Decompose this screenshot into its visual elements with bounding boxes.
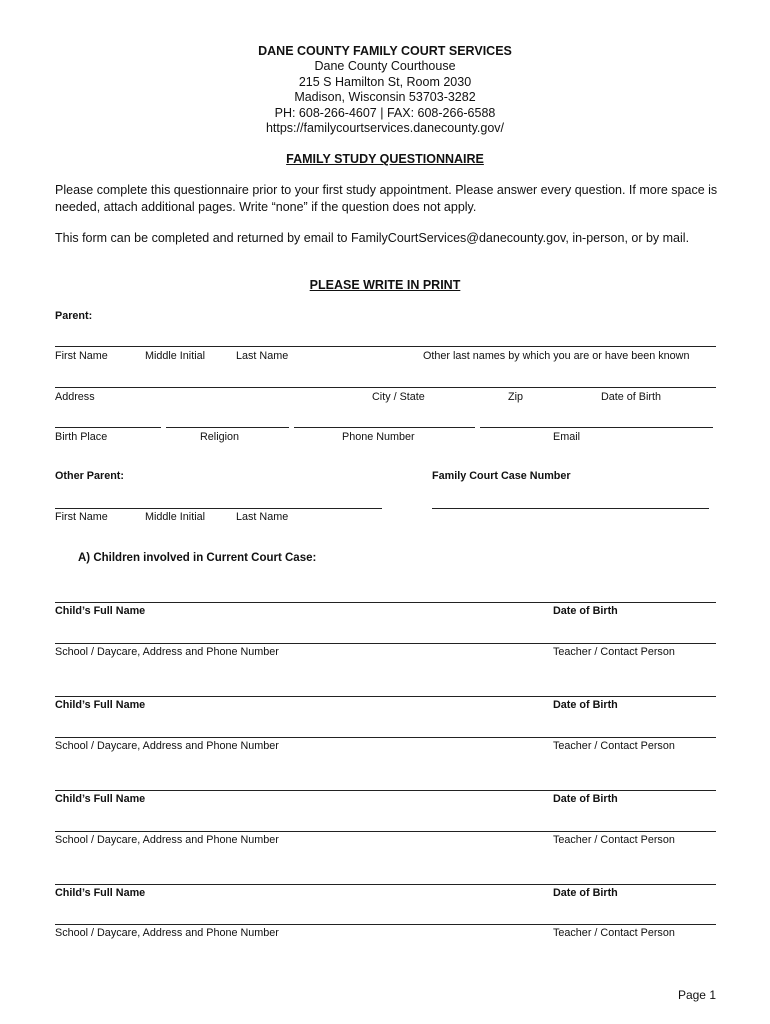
print-note: PLEASE WRITE IN PRINT <box>309 278 461 292</box>
agency-city: Madison, Wisconsin 53703-3282 <box>294 90 476 105</box>
parent-heading: Parent: <box>55 310 93 322</box>
child-3-school-label: School / Daycare, Address and Phone Number <box>55 834 279 846</box>
page-number: Page 1 <box>677 988 716 1002</box>
child-2-teacher-label: Teacher / Contact Person <box>553 740 675 752</box>
other-parent-last-name-label: Last Name <box>236 511 289 523</box>
child-1-dob-label: Date of Birth <box>553 605 618 617</box>
parent-first-name-label: First Name <box>55 350 108 362</box>
birth-place-label: Birth Place <box>55 431 108 443</box>
child-4-name-label: Child’s Full Name <box>55 887 146 899</box>
parent-zip-label: Zip <box>508 391 523 403</box>
agency-building: Dane County Courthouse <box>314 59 456 74</box>
child-1-school-label: School / Daycare, Address and Phone Number <box>55 646 279 658</box>
child-2-school-label: School / Daycare, Address and Phone Number <box>55 740 279 752</box>
email-note: This form can be completed and returned by email to FamilyCourtServices@danecounty.gov, in-person, or by mail. <box>55 231 690 245</box>
child-4-teacher-label: Teacher / Contact Person <box>553 927 675 939</box>
child-1-teacher-label: Teacher / Contact Person <box>553 646 675 658</box>
children-section-heading: A) Children involved in Current Court Case: <box>78 552 317 564</box>
parent-name-line[interactable] <box>55 346 716 347</box>
parent-other-names-label: Other last names by which you are or have been known <box>423 350 690 362</box>
email-line[interactable] <box>480 427 713 428</box>
agency-phone: PH: 608-266-4607 | FAX: 608-266-6588 <box>274 105 496 120</box>
other-parent-middle-initial-label: Middle Initial <box>145 511 206 523</box>
phone-label: Phone Number <box>342 431 415 443</box>
case-number-heading: Family Court Case Number <box>432 470 571 482</box>
other-parent-heading: Other Parent: <box>55 470 124 482</box>
child-2-dob-label: Date of Birth <box>553 699 618 711</box>
child-3-school-line[interactable] <box>55 831 716 832</box>
parent-last-name-label: Last Name <box>236 350 289 362</box>
child-2-school-line[interactable] <box>55 737 716 738</box>
child-4-school-label: School / Daycare, Address and Phone Number <box>55 927 279 939</box>
child-1-name-line[interactable] <box>55 602 716 603</box>
child-2-name-line[interactable] <box>55 696 716 697</box>
agency-name: DANE COUNTY FAMILY COURT SERVICES <box>258 44 512 58</box>
child-3-dob-label: Date of Birth <box>553 793 618 805</box>
religion-label: Religion <box>200 431 240 443</box>
child-4-name-line[interactable] <box>55 884 716 885</box>
case-number-line[interactable] <box>432 508 709 509</box>
intro-text: Please complete this questionnaire prior to your first study appointment. Please answer every question. If more space is needed, attach additional pages. Write “none” if the question does not apply. <box>55 183 718 214</box>
parent-address-line[interactable] <box>55 387 716 388</box>
child-1-name-label: Child’s Full Name <box>55 605 146 617</box>
parent-address-label: Address <box>55 391 95 403</box>
child-4-school-line[interactable] <box>55 924 716 925</box>
phone-line[interactable] <box>294 427 475 428</box>
email-label: Email <box>553 431 580 443</box>
agency-header <box>0 44 770 136</box>
child-4-dob-label: Date of Birth <box>553 887 618 899</box>
religion-line[interactable] <box>166 427 289 428</box>
child-3-name-line[interactable] <box>55 790 716 791</box>
agency-street: 215 S Hamilton St, Room 2030 <box>298 74 472 89</box>
other-parent-name-line[interactable] <box>55 508 382 509</box>
parent-dob-label: Date of Birth <box>601 391 662 403</box>
agency-url[interactable]: https://familycourtservices.danecounty.gov/ <box>265 121 505 136</box>
other-parent-first-name-label: First Name <box>55 511 108 523</box>
parent-city-state-label: City / State <box>372 391 425 403</box>
form-title: FAMILY STUDY QUESTIONNAIRE <box>286 152 484 166</box>
parent-middle-initial-label: Middle Initial <box>145 350 206 362</box>
child-1-school-line[interactable] <box>55 643 716 644</box>
birth-place-line[interactable] <box>55 427 161 428</box>
child-3-teacher-label: Teacher / Contact Person <box>553 834 675 846</box>
child-3-name-label: Child’s Full Name <box>55 793 146 805</box>
child-2-name-label: Child’s Full Name <box>55 699 146 711</box>
